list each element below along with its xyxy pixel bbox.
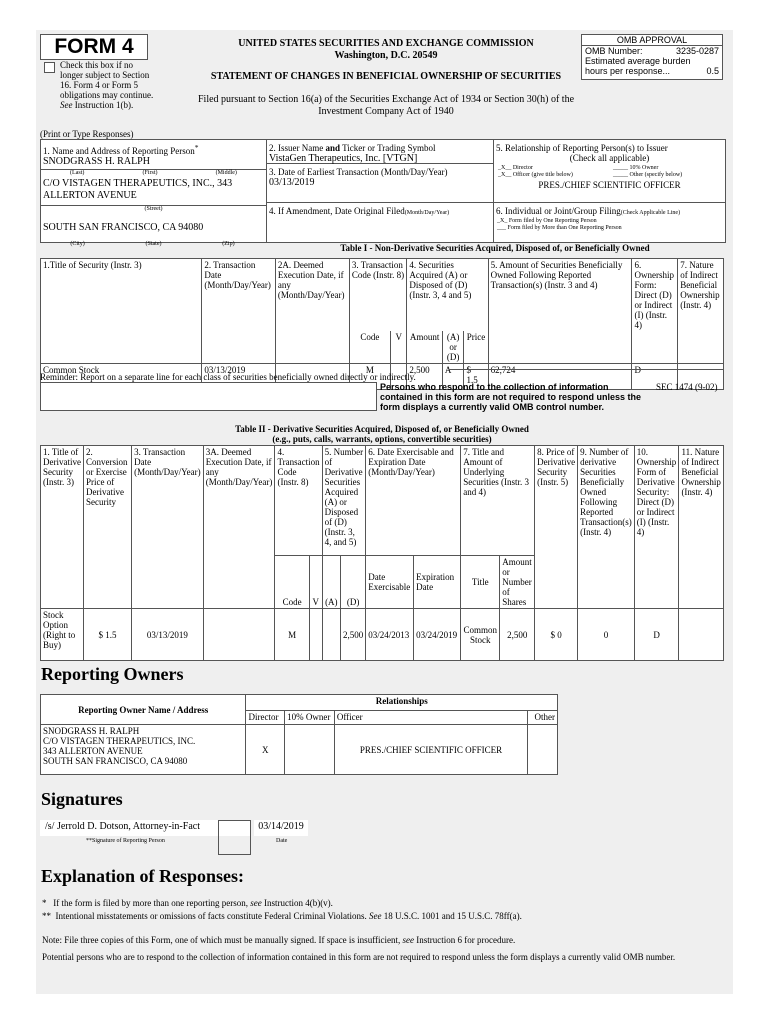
officer-option: _X__ Officer (give title below) xyxy=(498,172,573,178)
owner-address xyxy=(41,725,246,775)
form-page xyxy=(36,30,733,994)
filed-pursuant-2: Investment Company Act of 1940 xyxy=(318,106,454,117)
form-title-box xyxy=(40,34,148,60)
box1 xyxy=(41,140,267,242)
agency-name: UNITED STATES SECURITIES AND EXCHANGE COMMISSION xyxy=(238,38,534,49)
owner-director-value: X xyxy=(246,725,285,775)
box2 xyxy=(267,140,494,164)
omb-number-label: OMB Number: xyxy=(585,46,643,56)
footnote-1: * If the form is filed by more than one reporting person, see Instruction 4(b)(v). xyxy=(42,898,333,908)
reporting-person-section xyxy=(40,139,726,243)
t2-d-header: (D) xyxy=(341,556,366,609)
date-box xyxy=(254,820,308,836)
t2-h8: 8. Price of Derivative Security (Instr. 5) xyxy=(535,446,578,609)
owner-other-value xyxy=(528,725,558,775)
one-person-option: _X_ Form filed by One Reporting Person xyxy=(497,218,597,224)
t2-h5: 5. Number of Derivative Securities Acquired (A) or Disposed of (D) (Instr. 3, 4, and 5) xyxy=(322,446,366,556)
signature-label: **Signature of Reporting Person xyxy=(86,838,165,844)
t1-row-form: D xyxy=(632,363,678,389)
t2-exp-header: Expiration Date xyxy=(414,556,461,609)
t2-row-price: $ 0 xyxy=(535,609,578,661)
t2-h6: 6. Date Exercisable and Expiration Date (Month/Day/Year) xyxy=(366,446,461,556)
hours-row xyxy=(582,66,722,76)
t2-code-header: Code xyxy=(275,556,309,609)
omb-number-row xyxy=(582,46,722,56)
t2-h2: 2. Conversion or Exercise Price of Derivative Security xyxy=(83,446,131,609)
multiple-person-option: ___ Form filed by More than One Reporting Person xyxy=(497,225,622,231)
t2-row-v xyxy=(309,609,322,661)
box6 xyxy=(494,203,725,242)
t1-h6: 6. Ownership Form: Direct (D) or Indirect (I) (Instr. 4) xyxy=(632,259,678,364)
other-header: Other xyxy=(528,711,558,725)
t1-row-date: 03/13/2019 xyxy=(202,363,276,389)
box6-label: 6. Individual or Joint/Group Filing(Check Applicable Line) xyxy=(496,206,681,216)
t2-h10: 10. Ownership Form of Derivative Security: Direct (D) or Indirect (I) (Instr. 4) xyxy=(634,446,679,609)
ten-percent-option: _____ 10% Owner xyxy=(613,165,659,171)
t1-aord-header: (A) or (D) xyxy=(442,331,464,364)
t2-row-conv: $ 1.5 xyxy=(83,609,131,661)
t2-row-date-ex: 03/24/2013 xyxy=(366,609,414,661)
table-row xyxy=(41,609,724,661)
box4 xyxy=(267,203,494,242)
table2 xyxy=(40,445,724,661)
footnote-2: ** Intentional misstatements or omissions of facts constitute Federal Criminal Violations. See 18 U.S.C. 1001 and 15 U.S.C. 78ff(a). xyxy=(42,911,522,921)
reporting-owners-heading: Reporting Owners xyxy=(41,664,184,684)
box3 xyxy=(267,164,494,203)
t2-h3a: 3A. Deemed Execution Date, if any (Month/Day/Year) xyxy=(203,446,275,609)
check-box-text: Check this box if no longer subject to Section 16. Form 4 or Form 5 obligations may continue. See Instruction 1(b). xyxy=(60,60,154,110)
table-row xyxy=(41,725,558,775)
relationships-header: Relationships xyxy=(246,695,558,711)
signature-date: 03/14/2019 xyxy=(258,821,304,832)
director-header: Director xyxy=(246,711,285,725)
t2-h1: 1. Title of Derivative Security (Instr. 3) xyxy=(41,446,84,609)
signature-divider-box xyxy=(218,820,251,855)
box4-label: 4. If Amendment, Date Original Filed(Month/Day/Year) xyxy=(269,206,450,216)
owner-address-line: SOUTH SAN FRANCISCO, CA 94080 xyxy=(43,756,188,766)
t2-h11: 11. Nature of Indirect Beneficial Ownership (Instr. 4) xyxy=(679,446,724,609)
omb-number: 3235-0287 xyxy=(675,46,719,56)
box5 xyxy=(494,140,725,203)
t2-date-ex-header: Date Exercisable xyxy=(366,556,414,609)
other-option: _____ Other (specify below) xyxy=(613,172,683,178)
t2-row-form: D xyxy=(634,609,679,661)
print-type: (Print or Type Responses) xyxy=(40,129,134,139)
name-parts-row: (Last) (First) (Middle) xyxy=(41,169,266,177)
table2-title: Table II - Derivative Securities Acquired, Disposed of, or Beneficially Owned xyxy=(235,424,529,434)
owner-address-line: SNODGRASS H. RALPH xyxy=(43,726,140,736)
t1-row-amount: 2,500 xyxy=(407,363,442,389)
t1-code-header: Code xyxy=(349,331,390,364)
form-title: FORM 4 xyxy=(54,35,134,58)
hours-label: hours per response... xyxy=(585,66,671,76)
t1-price-header: Price xyxy=(464,331,488,364)
box2-label: 2. Issuer Name and Ticker or Trading Symbol xyxy=(269,143,436,153)
owner-ten-value xyxy=(285,725,335,775)
t2-h3: 3. Transaction Date (Month/Day/Year) xyxy=(132,446,204,609)
t2-row-code: M xyxy=(275,609,309,661)
t1-row-price-symbol: $ xyxy=(466,364,471,375)
potential-persons-text: Potential persons who are to respond to the collection of information contained in this form are not required to respond unless the form displays a currently valid OMB number. xyxy=(42,952,676,962)
t1-h3: 3. Transaction Code (Instr. 8) xyxy=(349,259,407,331)
blank-box xyxy=(40,382,377,411)
t1-amount-header: Amount xyxy=(407,331,442,364)
agency-city: Washington, D.C. 20549 xyxy=(334,50,438,61)
t1-h5: 5. Amount of Securities Beneficially Owned Following Reported Transaction(s) (Instr. 3 and 4) xyxy=(488,259,632,364)
t1-h7: 7. Nature of Indirect Beneficial Ownership (Instr. 4) xyxy=(678,259,724,364)
box1-label: 1. Name and Address of Reporting Person* xyxy=(43,143,199,156)
hours-value: 0.5 xyxy=(706,66,719,76)
table1-title: Table I - Non-Derivative Securities Acquired, Disposed of, or Beneficially Owned xyxy=(340,243,650,253)
street-caption: (Street) xyxy=(41,205,266,213)
reminder-text: Reminder: Report on a separate line for each class of securities beneficially owned directly or indirectly. xyxy=(40,372,416,382)
t2-a-header: (A) xyxy=(322,556,340,609)
t1-row-aord: A xyxy=(442,363,464,389)
t2-row-amount: 2,500 xyxy=(500,609,535,661)
t2-row-date: 03/13/2019 xyxy=(132,609,204,661)
t1-row-owned: 62,724 xyxy=(488,363,632,389)
officer-header: Officer xyxy=(334,711,527,725)
t2-row-d: 2,500 xyxy=(341,609,366,661)
date-label: Date xyxy=(276,838,288,844)
t1-h4: 4. Securities Acquired (A) or Disposed of (D) (Instr. 3, 4 and 5) xyxy=(407,259,488,331)
ten-owner-header: 10% Owner xyxy=(285,711,335,725)
owner-name-header: Reporting Owner Name / Address xyxy=(41,695,246,725)
director-option: _X__ Director xyxy=(498,165,533,171)
t1-h2: 2. Transaction Date (Month/Day/Year) xyxy=(202,259,276,364)
issuer-name: VistaGen Therapeutics, Inc. [VTGN] xyxy=(269,153,418,164)
reminder-rule xyxy=(449,369,724,370)
owner-officer-value: PRES./CHIEF SCIENTIFIC OFFICER xyxy=(334,725,527,775)
earliest-transaction-date: 03/13/2019 xyxy=(269,177,315,188)
reporting-owners-table xyxy=(40,694,558,775)
officer-row xyxy=(494,172,725,179)
t2-h9: 9. Number of derivative Securities Beneficially Owned Following Reported Transaction(s) (Instr. 4) xyxy=(578,446,635,609)
box3-label: 3. Date of Earliest Transaction (Month/Day/Year) xyxy=(269,167,448,177)
t2-title-header: Title xyxy=(461,556,500,609)
signatures-heading: Signatures xyxy=(41,789,123,809)
no-longer-subject-checkbox[interactable] xyxy=(44,62,55,73)
t2-row-title: Stock Option (Right to Buy) xyxy=(41,609,84,661)
box5-sub: (Check all applicable) xyxy=(569,153,650,163)
reporting-person-name: SNODGRASS H. RALPH xyxy=(43,156,150,167)
t2-h7: 7. Title and Amount of Underlying Securities (Instr. 3 and 4) xyxy=(461,446,535,556)
t2-row-exp: 03/24/2019 xyxy=(414,609,461,661)
persons-notice: Persons who respond to the collection of information contained in this form are not required to respond unless the form displays a currently valid OMB control number. xyxy=(380,382,642,412)
t1-v-header: V xyxy=(390,331,406,364)
city-address: SOUTH SAN FRANCISCO, CA 94080 xyxy=(43,222,204,233)
explanation-heading: Explanation of Responses: xyxy=(41,866,245,886)
filed-pursuant-1: Filed pursuant to Section 16(a) of the Securities Exchange Act of 1934 or Section 30(h) of the xyxy=(197,94,575,105)
t1-h1: 1.Title of Security (Instr. 3) xyxy=(41,259,202,364)
city-state-zip-captions: (City) (State) (Zip) xyxy=(70,241,235,247)
statement-title: STATEMENT OF CHANGES IN BENEFICIAL OWNERSHIP OF SECURITIES xyxy=(210,71,562,82)
t2-row-a xyxy=(322,609,340,661)
t2-v-header: V xyxy=(309,556,322,609)
omb-approval-box xyxy=(581,34,723,80)
t2-row-nature xyxy=(679,609,724,661)
t1-row-code: M xyxy=(349,363,390,389)
t2-row-deemed xyxy=(203,609,275,661)
t2-row-num: 0 xyxy=(578,609,635,661)
sec-code: SEC 1474 (9-02) xyxy=(656,382,718,392)
officer-title: PRES./CHIEF SCIENTIFIC OFFICER xyxy=(538,180,681,190)
omb-approval-title: OMB APPROVAL xyxy=(582,35,722,46)
t1-row-price-value: 1.5 xyxy=(466,374,478,385)
box5-label: 5. Relationship of Reporting Person(s) to Issuer xyxy=(496,143,668,153)
burden-label: Estimated average burden xyxy=(585,56,691,66)
t2-h4: 4. Transaction Code (Instr. 8) xyxy=(275,446,322,556)
signer-name: /s/ Jerrold D. Dotson, Attorney-in-Fact xyxy=(45,821,200,832)
note-text: Note: File three copies of this Form, one of which must be manually signed. If space is insufficient, see Instruction 6 for procedure. xyxy=(42,935,516,945)
owner-address-line: 343 ALLERTON AVENUE xyxy=(43,746,143,756)
director-row xyxy=(494,163,725,172)
t2-amount-header: Amount or Number of Shares xyxy=(500,556,535,609)
table2-subtitle: (e.g., puts, calls, warrants, options, convertible securities) xyxy=(272,434,492,444)
t2-row-underlying-title: Common Stock xyxy=(461,609,500,661)
t1-row-title: Common Stock xyxy=(41,363,202,389)
street-address: C/O VISTAGEN THERAPEUTICS, INC., 343 ALLERTON AVENUE xyxy=(43,178,233,201)
owner-address-line: C/O VISTAGEN THERAPEUTICS, INC. xyxy=(43,736,196,746)
t1-h2a: 2A. Deemed Execution Date, if any (Month/Day/Year) xyxy=(275,259,349,364)
